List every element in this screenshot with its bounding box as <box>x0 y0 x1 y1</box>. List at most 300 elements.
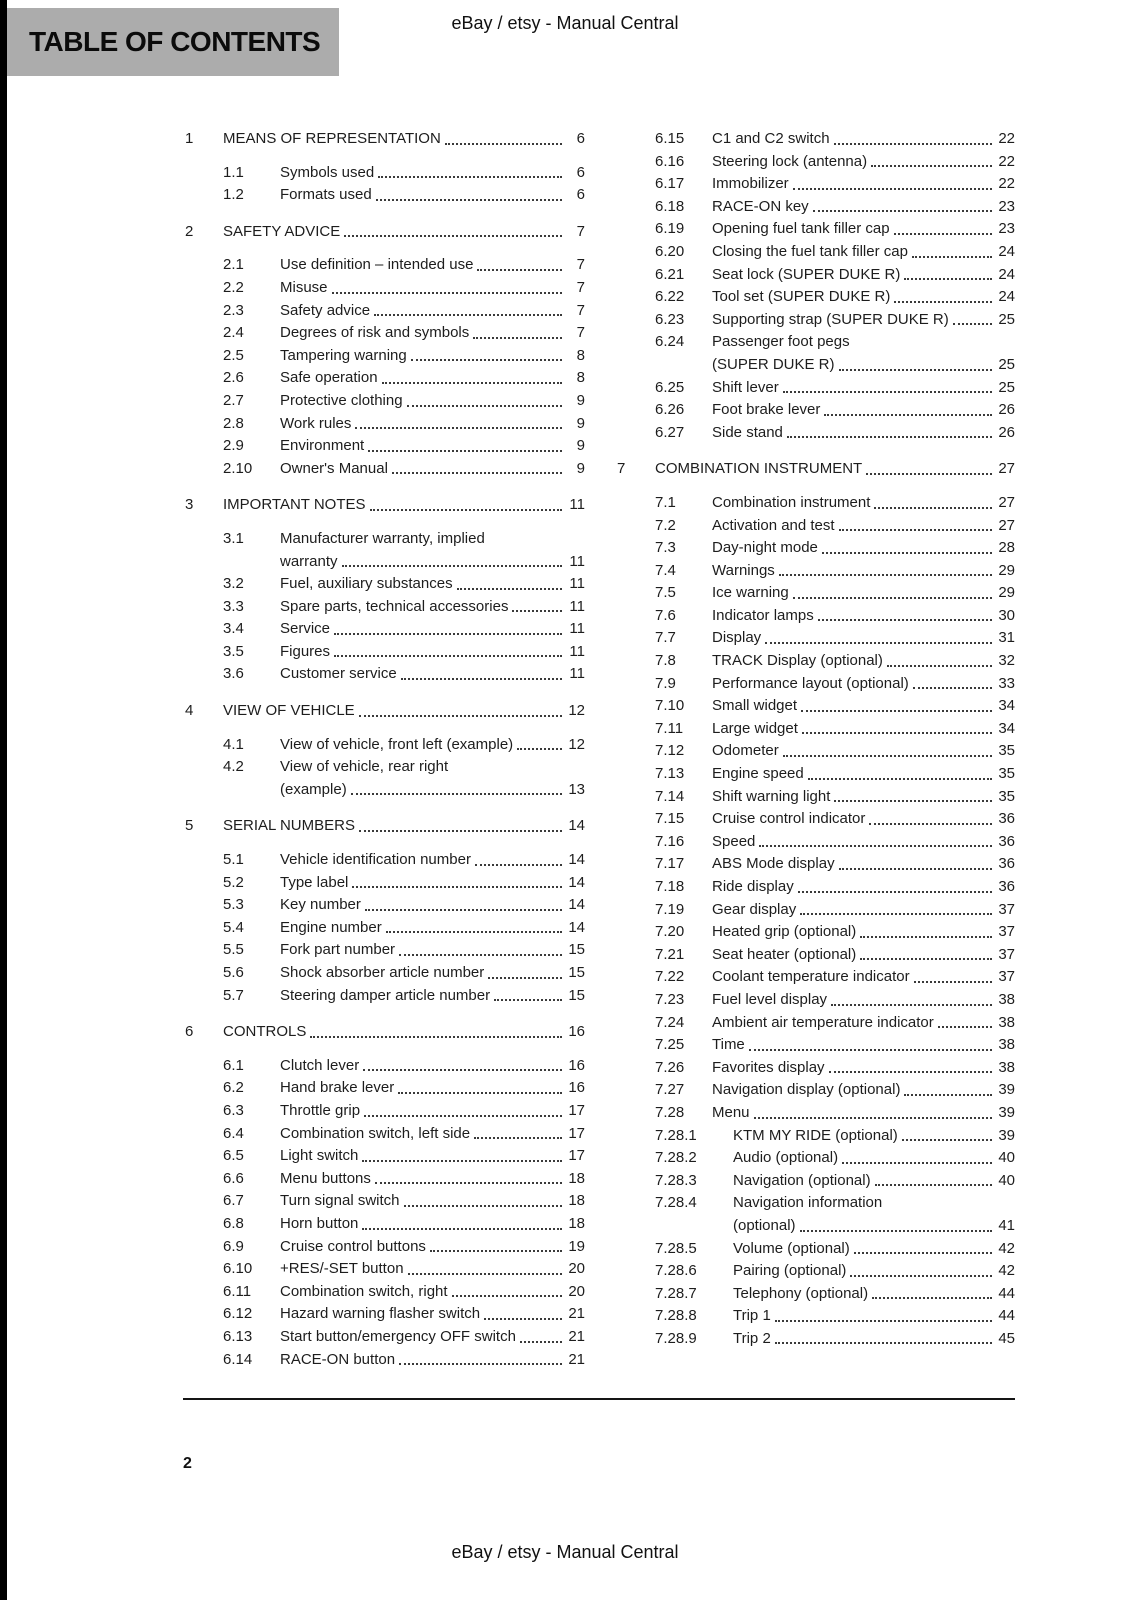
entry-number: 3.3 <box>223 597 244 615</box>
toc-entry <box>617 1238 1015 1261</box>
dot-leader <box>802 732 992 734</box>
entry-title: SERIAL NUMBERS <box>223 817 355 835</box>
entry-page: 40 <box>998 1149 1015 1167</box>
entry-title: Supporting strap (SUPER DUKE R) <box>712 310 949 328</box>
entry-page: 29 <box>998 561 1015 579</box>
dot-leader <box>904 1094 992 1096</box>
entry-page: 20 <box>568 1260 585 1278</box>
entry-title: Owner's Manual <box>280 459 388 477</box>
entry-number: 7.21 <box>655 945 685 963</box>
dot-leader <box>913 687 992 689</box>
entry-title: Coolant temperature indicator <box>712 968 910 986</box>
toc-entry <box>617 944 1015 967</box>
entry-number: 6.9 <box>223 1237 244 1255</box>
toc-entry <box>617 921 1015 944</box>
dot-leader <box>831 1004 992 1006</box>
toc-entry <box>185 162 585 185</box>
page-title: TABLE OF CONTENTS <box>29 26 321 57</box>
footer-page-number: 2 <box>183 1455 192 1472</box>
entry-title: Opening fuel tank filler cap <box>712 220 890 238</box>
entry-title: MEANS OF REPRESENTATION <box>223 130 441 147</box>
entry-page: 6 <box>576 186 585 204</box>
entry-number: 5.3 <box>223 896 244 914</box>
entry-title: Service <box>280 620 331 638</box>
dot-leader <box>875 1184 992 1186</box>
toc-entry <box>617 286 1015 309</box>
toc-entry <box>617 1192 1015 1237</box>
dot-leader <box>808 778 992 780</box>
dot-leader <box>334 655 562 657</box>
dot-leader <box>912 256 992 258</box>
entry-title: Indicator lamps <box>712 606 814 624</box>
dot-leader <box>494 999 562 1001</box>
dot-leader <box>376 199 562 201</box>
entry-number: 7.6 <box>655 606 676 624</box>
entry-page: 45 <box>998 1329 1015 1347</box>
entry-number: 7.7 <box>655 629 676 647</box>
dot-leader <box>800 913 992 915</box>
entry-number: 6.3 <box>223 1101 244 1119</box>
entry-number: 2.6 <box>223 369 244 387</box>
entry-title: Vehicle identification number <box>280 851 471 869</box>
toc-entry <box>617 1102 1015 1125</box>
entry-title: Symbols used <box>280 163 375 181</box>
toc-entry <box>617 853 1015 876</box>
dot-leader <box>872 1297 992 1299</box>
toc-entry <box>185 1303 585 1326</box>
entry-page: 37 <box>998 945 1015 963</box>
toc-entry <box>617 331 1015 376</box>
toc-entry <box>185 1326 585 1349</box>
entry-number: 5.7 <box>223 986 244 1004</box>
toc-entry <box>185 1281 585 1304</box>
entry-page: 7 <box>576 324 585 342</box>
entry-number: 3.1 <box>223 529 244 547</box>
entry-number: 1.2 <box>223 186 244 204</box>
entry-page: 16 <box>568 1056 585 1074</box>
entry-number: 7.19 <box>655 900 685 918</box>
toc-entry <box>617 515 1015 538</box>
toc-chapter-entry <box>185 700 585 723</box>
entry-page: 38 <box>998 1036 1015 1054</box>
entry-title: Spare parts, technical accessories <box>280 597 509 615</box>
entry-page: 14 <box>568 851 585 869</box>
dot-leader <box>488 977 562 979</box>
toc-chapter-entry <box>185 494 585 517</box>
toc-entry <box>185 254 585 277</box>
entry-number: 7.8 <box>655 652 676 670</box>
entry-title: Pairing (optional) <box>733 1262 847 1280</box>
entry-number: 6.23 <box>655 310 685 328</box>
dot-leader <box>365 909 562 911</box>
dot-leader <box>359 830 562 832</box>
dot-leader <box>813 210 992 212</box>
dot-leader <box>894 233 992 235</box>
dot-leader <box>457 588 562 590</box>
entry-title: Seat lock (SUPER DUKE R) <box>712 265 901 283</box>
entry-page: 27 <box>998 460 1015 478</box>
dot-leader <box>404 1205 563 1207</box>
entry-number: 7.28.2 <box>655 1149 697 1167</box>
dot-leader <box>398 1092 562 1094</box>
entry-number: 7.28.4 <box>655 1194 697 1212</box>
entry-number: 7.15 <box>655 810 685 828</box>
entry-title: TRACK Display (optional) <box>712 652 883 670</box>
entry-number: 6.20 <box>655 242 685 260</box>
entry-number: 6.25 <box>655 378 685 396</box>
dot-leader <box>407 405 562 407</box>
toc-entry <box>185 1077 585 1100</box>
entry-number: 7.28.6 <box>655 1262 697 1280</box>
dot-leader <box>754 1117 992 1119</box>
entry-title: COMBINATION INSTRUMENT <box>655 460 863 478</box>
entry-title: Safety advice <box>280 301 371 319</box>
entry-title: Throttle grip <box>280 1101 361 1119</box>
entry-page: 7 <box>576 301 585 319</box>
entry-page: 16 <box>568 1023 585 1041</box>
entry-number: 5.2 <box>223 873 244 891</box>
toc-entry <box>185 917 585 940</box>
toc-entry <box>185 596 585 619</box>
entry-number: 3.2 <box>223 575 244 593</box>
dot-leader <box>869 823 992 825</box>
entry-title: Seat heater (optional) <box>712 945 857 963</box>
entry-page: 7 <box>576 222 585 240</box>
entry-page: 26 <box>998 423 1015 441</box>
entry-page: 8 <box>576 346 585 364</box>
dot-leader <box>839 868 992 870</box>
dot-leader <box>473 337 562 339</box>
toc-entry <box>617 151 1015 174</box>
entry-number: 4.1 <box>223 735 244 753</box>
entry-page: 32 <box>998 652 1015 670</box>
toc-entry <box>185 528 585 573</box>
dot-leader <box>779 574 992 576</box>
entry-page: 14 <box>568 817 585 835</box>
toc-entry <box>185 985 585 1008</box>
toc-entry <box>617 399 1015 422</box>
toc-chapter-entry <box>617 458 1015 481</box>
entry-number: 7.28.8 <box>655 1307 697 1325</box>
toc-entry <box>185 1055 585 1078</box>
entry-number: 3.6 <box>223 665 244 683</box>
entry-page: 17 <box>568 1101 585 1119</box>
entry-number: 6.10 <box>223 1260 253 1278</box>
dot-leader <box>783 755 992 757</box>
entry-title: Navigation display (optional) <box>712 1081 901 1099</box>
entry-number: 3.4 <box>223 620 244 638</box>
entry-title: Steering damper article number <box>280 986 491 1004</box>
toc-entry <box>185 1145 585 1168</box>
entry-title: Engine number <box>280 918 382 936</box>
entry-title: Tampering warning <box>280 346 407 364</box>
dot-leader <box>363 1069 562 1071</box>
toc-entry <box>617 422 1015 445</box>
entry-title: Immobilizer <box>712 175 789 193</box>
dot-leader <box>401 678 562 680</box>
entry-number: 7.23 <box>655 990 685 1008</box>
entry-title-continuation: (example) <box>280 780 347 798</box>
dot-leader <box>850 1275 992 1277</box>
entry-number: 7.1 <box>655 493 676 511</box>
toc-entry <box>617 899 1015 922</box>
dot-leader <box>355 427 562 429</box>
entry-number: 2.9 <box>223 437 244 455</box>
entry-number: 6.7 <box>223 1192 244 1210</box>
entry-title: Performance layout (optional) <box>712 674 909 692</box>
dot-leader <box>834 143 992 145</box>
toc-entry <box>185 872 585 895</box>
entry-number: 6.17 <box>655 175 685 193</box>
entry-number: 7.11 <box>655 719 684 737</box>
dot-leader <box>477 269 562 271</box>
entry-title: Shock absorber article number <box>280 964 485 981</box>
toc-entry <box>185 1190 585 1213</box>
entry-title: Cruise control buttons <box>280 1237 426 1255</box>
entry-page: 18 <box>568 1214 585 1232</box>
entry-page: 25 <box>998 355 1015 373</box>
entry-page: 18 <box>568 1169 585 1187</box>
entry-number: 1.1 <box>223 163 244 181</box>
entry-title: KTM MY RIDE (optional) <box>733 1126 898 1144</box>
entry-title: Tool set (SUPER DUKE R) <box>712 288 891 306</box>
dot-leader <box>386 931 562 933</box>
entry-number: 5.4 <box>223 918 244 936</box>
toc-entry <box>617 1034 1015 1057</box>
entry-number: 4 <box>185 702 194 720</box>
entry-number: 7.14 <box>655 787 685 805</box>
footer-rule <box>183 1398 1015 1400</box>
entry-title: IMPORTANT NOTES <box>223 496 366 514</box>
toc-entry <box>617 1170 1015 1193</box>
entry-title: Large widget <box>712 719 798 737</box>
toc-entry <box>617 673 1015 696</box>
dot-leader <box>793 188 992 190</box>
entry-number: 6.15 <box>655 130 685 147</box>
entry-page: 36 <box>998 832 1015 850</box>
dot-leader <box>310 1036 562 1038</box>
entry-number: 2.10 <box>223 459 253 477</box>
entry-title: VIEW OF VEHICLE <box>223 702 355 720</box>
entry-title: Navigation information <box>733 1194 883 1212</box>
toc-entry <box>185 894 585 917</box>
entry-title: Ice warning <box>712 584 789 602</box>
dot-leader <box>854 1252 992 1254</box>
entry-title: Menu buttons <box>280 1169 371 1187</box>
entry-title: Hazard warning flasher switch <box>280 1305 481 1323</box>
entry-page: 15 <box>568 986 585 1004</box>
toc-entry <box>617 831 1015 854</box>
toc-column-right <box>617 128 1015 1371</box>
entry-number: 6.8 <box>223 1214 244 1232</box>
entry-number: 7.18 <box>655 878 685 895</box>
dot-leader <box>474 1137 562 1139</box>
toc-entry <box>617 196 1015 219</box>
header-watermark: eBay / etsy - Manual Central <box>451 13 679 33</box>
toc-entry <box>617 128 1015 151</box>
entry-page: 21 <box>568 1350 585 1368</box>
entry-page: 38 <box>998 990 1015 1008</box>
toc-entry <box>617 1012 1015 1035</box>
toc-entry <box>617 1079 1015 1102</box>
entry-page: 40 <box>998 1171 1015 1189</box>
dot-leader <box>860 936 992 938</box>
toc-entry <box>617 1283 1015 1306</box>
toc-entry <box>185 1258 585 1281</box>
left-edge-bar <box>0 0 7 1600</box>
entry-number: 7.10 <box>655 697 685 715</box>
entry-number: 5 <box>185 817 194 835</box>
toc-entry <box>617 560 1015 583</box>
dot-leader <box>871 165 992 167</box>
entry-number: 7.28 <box>655 1103 685 1121</box>
entry-page: 28 <box>998 539 1015 557</box>
entry-page: 25 <box>998 310 1015 328</box>
dot-leader <box>783 391 992 393</box>
toc-chapter-entry <box>185 815 585 838</box>
entry-number: 6.6 <box>223 1169 244 1187</box>
entry-page: 22 <box>998 152 1015 170</box>
toc-entry <box>185 641 585 664</box>
entry-number: 6.13 <box>223 1327 253 1345</box>
entry-page: 11 <box>569 552 585 570</box>
entry-title: Customer service <box>280 665 397 683</box>
entry-page: 13 <box>568 780 585 798</box>
entry-page: 14 <box>568 896 585 914</box>
dot-leader <box>517 748 562 750</box>
entry-title: Odometer <box>712 742 779 760</box>
entry-page: 6 <box>576 130 585 147</box>
entry-title: Turn signal switch <box>280 1192 400 1210</box>
entry-number: 7.2 <box>655 516 676 534</box>
dot-leader <box>382 382 562 384</box>
entry-title: Use definition – intended use <box>280 256 474 274</box>
entry-title: Clutch lever <box>280 1056 360 1074</box>
entry-title: Type label <box>280 873 349 891</box>
entry-number: 6.5 <box>223 1147 244 1165</box>
entry-number: 6.14 <box>223 1350 253 1368</box>
entry-number: 7.12 <box>655 742 685 760</box>
entry-title: Light switch <box>280 1147 359 1165</box>
entry-number: 2.5 <box>223 346 244 364</box>
entry-title: Fuel level display <box>712 990 828 1008</box>
toc-entry <box>617 989 1015 1012</box>
entry-number: 6.19 <box>655 220 685 238</box>
toc-entry <box>617 876 1015 899</box>
entry-page: 16 <box>568 1079 585 1097</box>
entry-page: 29 <box>998 584 1015 602</box>
entry-page: 7 <box>576 278 585 296</box>
dot-leader <box>445 143 562 145</box>
toc-entry <box>185 1168 585 1191</box>
entry-page: 9 <box>576 391 585 409</box>
toc-entry <box>185 939 585 962</box>
toc-entry <box>185 345 585 368</box>
toc-entry <box>617 309 1015 332</box>
dot-leader <box>392 472 562 474</box>
dot-leader <box>512 610 562 612</box>
entry-page: 36 <box>998 878 1015 895</box>
dot-leader <box>842 1162 992 1164</box>
dot-leader <box>332 292 562 294</box>
dot-leader <box>839 369 992 371</box>
entry-title: View of vehicle, front left (example) <box>280 735 514 753</box>
entry-title: Trip 2 <box>733 1329 771 1347</box>
entry-page: 24 <box>998 265 1015 283</box>
table-of-contents <box>185 128 1015 1371</box>
dot-leader <box>430 1250 562 1252</box>
dot-leader <box>860 958 992 960</box>
toc-entry <box>185 367 585 390</box>
dot-leader <box>793 597 992 599</box>
entry-page: 18 <box>568 1192 585 1210</box>
dot-leader <box>834 800 992 802</box>
toc-entry <box>617 605 1015 628</box>
dot-leader <box>902 1139 992 1141</box>
entry-title: Misuse <box>280 278 328 296</box>
entry-number: 6.27 <box>655 423 685 441</box>
dot-leader <box>334 633 562 635</box>
dot-leader <box>342 565 562 567</box>
entry-title: Steering lock (antenna) <box>712 152 868 170</box>
entry-title: Time <box>712 1036 745 1054</box>
entry-title: Shift warning light <box>712 787 831 805</box>
dot-leader <box>914 981 992 983</box>
entry-number: 7.9 <box>655 674 676 692</box>
entry-title: Ambient air temperature indicator <box>712 1013 934 1031</box>
entry-page: 38 <box>998 1058 1015 1076</box>
entry-page: 24 <box>998 242 1015 260</box>
dot-leader <box>874 507 992 509</box>
entry-title: Closing the fuel tank filler cap <box>712 242 908 260</box>
entry-page: 23 <box>998 220 1015 238</box>
entry-page: 8 <box>576 369 585 387</box>
entry-number: 6.18 <box>655 197 685 215</box>
toc-entry <box>185 1100 585 1123</box>
entry-title: Degrees of risk and symbols <box>280 324 470 342</box>
toc-entry <box>185 618 585 641</box>
entry-number: 6.4 <box>223 1124 244 1142</box>
dot-leader <box>370 509 562 511</box>
entry-number: 5.1 <box>223 851 244 869</box>
entry-page: 42 <box>998 1262 1015 1280</box>
toc-chapter-entry <box>185 1021 585 1044</box>
entry-page: 42 <box>998 1239 1015 1257</box>
toc-entry <box>617 763 1015 786</box>
toc-entry <box>617 1305 1015 1328</box>
toc-entry <box>185 663 585 686</box>
entry-page: 9 <box>576 459 585 477</box>
toc-entry <box>617 1125 1015 1148</box>
entry-title: Manufacturer warranty, implied <box>280 529 485 547</box>
dot-leader <box>800 1230 992 1232</box>
entry-page: 39 <box>998 1126 1015 1144</box>
dot-leader <box>839 529 992 531</box>
entry-title: Ride display <box>712 878 794 895</box>
dot-leader <box>749 1049 992 1051</box>
entry-number: 6.21 <box>655 265 685 283</box>
dot-leader <box>798 891 992 893</box>
toc-entry <box>185 573 585 596</box>
entry-title: SAFETY ADVICE <box>223 222 341 240</box>
entry-page: 12 <box>568 735 585 753</box>
dot-leader <box>904 278 992 280</box>
entry-title: Protective clothing <box>280 391 403 409</box>
entry-title: Formats used <box>280 186 372 204</box>
toc-entry <box>185 413 585 436</box>
entry-page: 6 <box>576 163 585 181</box>
entry-number: 7.3 <box>655 539 676 557</box>
